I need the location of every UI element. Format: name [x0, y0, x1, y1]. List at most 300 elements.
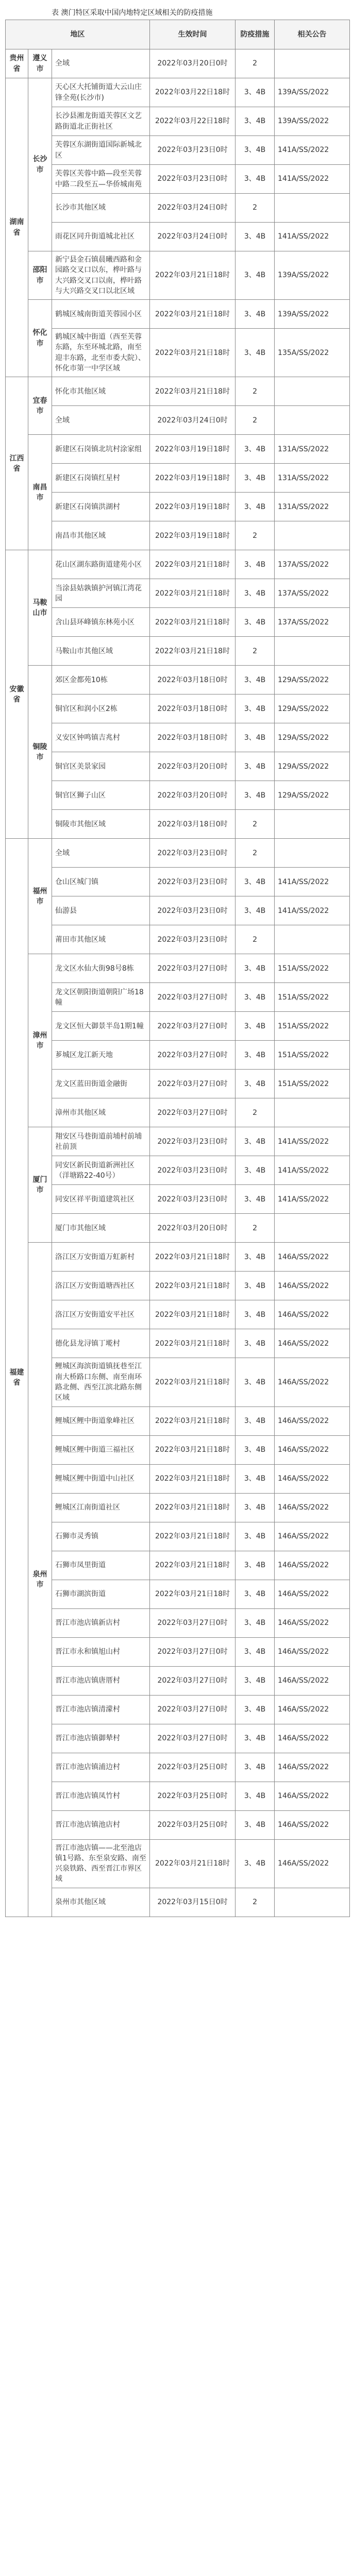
cell-announcement: 141A/SS/2022: [275, 165, 350, 194]
table-row: [6, 1435, 350, 1464]
table-row: [6, 1185, 350, 1214]
cell-city: 邵阳市: [28, 251, 52, 300]
cell-area: 晋江市池店镇新店村: [52, 1608, 150, 1637]
cell-date: 2022年03月27日0时: [150, 1041, 236, 1070]
cell-announcement: 141A/SS/2022: [275, 896, 350, 925]
cell-area: 鲤城区海滨街道镇抚巷至江南大桥路口东侧、南至南环路北侧、西至江滨北路东侧区域: [52, 1358, 150, 1406]
cell-measures: 3、4B: [236, 1493, 275, 1522]
cell-date: 2022年03月21日18时: [150, 1358, 236, 1406]
cell-area: 南昌市其他区域: [52, 521, 150, 550]
cell-area: 晋江市池店镇唐厝村: [52, 1666, 150, 1695]
cell-area: 新建区石岗镇洪湖村: [52, 493, 150, 521]
table-row: [6, 579, 350, 608]
cell-area: 全域: [52, 406, 150, 435]
cell-area: 马鞍山市其他区域: [52, 637, 150, 666]
cell-area: 新宁县金石镇晨曦西路和金园路交叉口以东，桦叶路与大兴路交叉口以南，桦叶路与大兴路交叉口以北区域: [52, 251, 150, 300]
cell-announcement: 137A/SS/2022: [275, 550, 350, 579]
table-row: [6, 925, 350, 954]
cell-measures: 3、4B: [236, 1522, 275, 1551]
cell-date: 2022年03月23日0时: [150, 868, 236, 896]
cell-date: 2022年03月22日18时: [150, 107, 236, 136]
cell-measures: 3、4B: [236, 608, 275, 637]
cell-area: 鹤城区城南街道芙蓉园小区: [52, 300, 150, 329]
cell-area: 芙蓉区芙蓉中路—段至芙蓉中路二段至五—华侨城南苑: [52, 165, 150, 194]
cell-measures: 3、4B: [236, 1185, 275, 1214]
cell-announcement: 146A/SS/2022: [275, 1695, 350, 1724]
cell-measures: 3、4B: [236, 1695, 275, 1724]
cell-date: 2022年03月19日18时: [150, 521, 236, 550]
cell-announcement: 146A/SS/2022: [275, 1272, 350, 1300]
cell-announcement: 146A/SS/2022: [275, 1329, 350, 1358]
table-row: [6, 1608, 350, 1637]
cell-area: 铜官区和润小区2栋: [52, 694, 150, 723]
cell-province: 湖南省: [6, 78, 28, 377]
table-row: [6, 752, 350, 781]
cell-announcement: 131A/SS/2022: [275, 493, 350, 521]
cell-date: 2022年03月27日0时: [150, 1637, 236, 1666]
cell-announcement: 146A/SS/2022: [275, 1810, 350, 1839]
cell-area: 晋江市池店镇浦边村: [52, 1753, 150, 1782]
cell-area: 晋江市池店镇池店村: [52, 1810, 150, 1839]
cell-announcement: 129A/SS/2022: [275, 723, 350, 752]
cell-area: 铜官区狮子山区: [52, 781, 150, 810]
cell-announcement: [275, 377, 350, 406]
cell-measures: 2: [236, 637, 275, 666]
cell-announcement: 146A/SS/2022: [275, 1782, 350, 1810]
cell-area: 晋江市池店镇凤竹村: [52, 1782, 150, 1810]
page-title: 表 澳门特区采取中国内地特定区域相关的防疫措施: [52, 9, 213, 17]
table-row: [6, 723, 350, 752]
cell-announcement: 131A/SS/2022: [275, 464, 350, 493]
cell-measures: 3、4B: [236, 723, 275, 752]
cell-city: 马鞍山市: [28, 550, 52, 666]
cell-province: 安徽省: [6, 550, 28, 839]
table-row: [6, 839, 350, 868]
cell-city: 宜春市: [28, 377, 52, 435]
cell-date: 2022年03月27日0时: [150, 1608, 236, 1637]
cell-area: 新建区石岗镇北坑村涂家组: [52, 435, 150, 464]
cell-area: 莆田市其他区域: [52, 925, 150, 954]
cell-area: 龙文区恒大御景半岛1期1幢: [52, 1012, 150, 1041]
cell-date: 2022年03月20日0时: [150, 49, 236, 78]
cell-date: 2022年03月22日18时: [150, 78, 236, 107]
cell-area: 石狮市灵秀镇: [52, 1522, 150, 1551]
table-row: [6, 1695, 350, 1724]
cell-date: 2022年03月24日0时: [150, 223, 236, 251]
cell-date: 2022年03月23日0时: [150, 1185, 236, 1214]
cell-measures: 3、4B: [236, 1127, 275, 1156]
table-row: [6, 608, 350, 637]
table-row: [6, 136, 350, 165]
cell-area: 厦门市其他区域: [52, 1214, 150, 1243]
cell-date: 2022年03月18日0时: [150, 694, 236, 723]
cell-measures: 3、4B: [236, 1243, 275, 1272]
cell-measures: 3、4B: [236, 136, 275, 165]
cell-area: 鲤城区鲤中街道三福社区: [52, 1435, 150, 1464]
table-row: [6, 1243, 350, 1272]
table-row: [6, 1070, 350, 1098]
table-row: [6, 464, 350, 493]
cell-measures: 3、4B: [236, 579, 275, 608]
cell-date: 2022年03月24日0时: [150, 406, 236, 435]
cell-measures: 3、4B: [236, 1272, 275, 1300]
cell-area: 全域: [52, 839, 150, 868]
cell-area: 郊区金都苑10栋: [52, 666, 150, 694]
table-header-row: [6, 20, 350, 49]
cell-area: 芙蓉区东湖街道国际新城北区: [52, 136, 150, 165]
cell-announcement: 146A/SS/2022: [275, 1358, 350, 1406]
cell-date: 2022年03月25日0时: [150, 1810, 236, 1839]
cell-area: 晋江市池店镇御辇村: [52, 1724, 150, 1753]
cell-announcement: 129A/SS/2022: [275, 666, 350, 694]
cell-measures: 3、4B: [236, 666, 275, 694]
table-row: [6, 896, 350, 925]
cell-area: 晋江市永和镇旭山村: [52, 1637, 150, 1666]
cell-area: 长沙市其他区域: [52, 194, 150, 223]
table-row: [6, 1493, 350, 1522]
cell-announcement: 146A/SS/2022: [275, 1724, 350, 1753]
table-row: [6, 1522, 350, 1551]
table-row: [6, 329, 350, 377]
cell-announcement: 137A/SS/2022: [275, 608, 350, 637]
cell-date: 2022年03月21日18时: [150, 1272, 236, 1300]
cell-area: 怀化市其他区域: [52, 377, 150, 406]
cell-area: 鹤城区城中街道（西至芙蓉东路，东至环城北路，南至迎丰东路，北至市委大院）、怀化市第一中学区域: [52, 329, 150, 377]
header-region: 地区: [6, 20, 150, 49]
table-row: [6, 983, 350, 1012]
cell-measures: 2: [236, 49, 275, 78]
cell-area: 全域: [52, 49, 150, 78]
cell-measures: 3、4B: [236, 165, 275, 194]
cell-area: 德化县龙浔镇丁墘村: [52, 1329, 150, 1358]
table-row: [6, 78, 350, 107]
cell-date: 2022年03月15日0时: [150, 1888, 236, 1917]
cell-date: 2022年03月18日0时: [150, 723, 236, 752]
cell-measures: 3、4B: [236, 1329, 275, 1358]
table-row: [6, 1839, 350, 1888]
cell-date: 2022年03月27日0时: [150, 983, 236, 1012]
cell-measures: 3、4B: [236, 954, 275, 983]
cell-date: 2022年03月21日18时: [150, 608, 236, 637]
cell-measures: 3、4B: [236, 781, 275, 810]
table-row: [6, 868, 350, 896]
table-row: [6, 223, 350, 251]
table-row: [6, 666, 350, 694]
cell-announcement: 146A/SS/2022: [275, 1753, 350, 1782]
cell-measures: 3、4B: [236, 223, 275, 251]
cell-announcement: 151A/SS/2022: [275, 954, 350, 983]
cell-date: 2022年03月23日0时: [150, 1127, 236, 1156]
cell-measures: 3、4B: [236, 550, 275, 579]
cell-announcement: [275, 839, 350, 868]
cell-city: 怀化市: [28, 300, 52, 377]
cell-date: 2022年03月27日0时: [150, 1070, 236, 1098]
cell-measures: 3、4B: [236, 1666, 275, 1695]
cell-area: 晋江市池店镇清濛村: [52, 1695, 150, 1724]
cell-date: 2022年03月23日0时: [150, 896, 236, 925]
cell-date: 2022年03月27日0时: [150, 1724, 236, 1753]
cell-measures: 2: [236, 810, 275, 839]
cell-date: 2022年03月24日0时: [150, 194, 236, 223]
cell-announcement: [275, 925, 350, 954]
cell-announcement: 146A/SS/2022: [275, 1300, 350, 1329]
cell-announcement: 146A/SS/2022: [275, 1551, 350, 1580]
table-row: [6, 1666, 350, 1695]
cell-measures: 3、4B: [236, 1041, 275, 1070]
cell-area: 花山区湖东路街道建苑小区: [52, 550, 150, 579]
cell-announcement: 141A/SS/2022: [275, 1127, 350, 1156]
cell-measures: 3、4B: [236, 78, 275, 107]
cell-announcement: 137A/SS/2022: [275, 579, 350, 608]
cell-announcement: [275, 810, 350, 839]
cell-measures: 3、4B: [236, 1637, 275, 1666]
cell-date: 2022年03月21日18时: [150, 579, 236, 608]
cell-date: 2022年03月23日0时: [150, 1156, 236, 1185]
cell-province: 贵州省: [6, 49, 28, 78]
cell-announcement: [275, 1214, 350, 1243]
cell-announcement: 146A/SS/2022: [275, 1522, 350, 1551]
table-row: [6, 1637, 350, 1666]
cell-area: 洛江区万安街道塘西社区: [52, 1272, 150, 1300]
cell-announcement: 141A/SS/2022: [275, 1185, 350, 1214]
cell-area: 铜官区美景家园: [52, 752, 150, 781]
cell-date: 2022年03月27日0时: [150, 1012, 236, 1041]
cell-announcement: 141A/SS/2022: [275, 868, 350, 896]
cell-announcement: 141A/SS/2022: [275, 223, 350, 251]
cell-announcement: [275, 49, 350, 78]
cell-area: 石狮市凤里街道: [52, 1551, 150, 1580]
cell-measures: 2: [236, 1214, 275, 1243]
measures-table: [5, 20, 350, 1917]
cell-measures: 3、4B: [236, 1435, 275, 1464]
cell-city: 南昌市: [28, 435, 52, 550]
cell-measures: 2: [236, 194, 275, 223]
cell-area: 天心区大托铺街道大云山庄锋全苑(长沙市): [52, 78, 150, 107]
table-row: [6, 1041, 350, 1070]
cell-area: 同安区新民街道新洲社区（洋塘路22-40号）: [52, 1156, 150, 1185]
cell-announcement: 141A/SS/2022: [275, 136, 350, 165]
cell-measures: 3、4B: [236, 1156, 275, 1185]
table-body: [6, 49, 350, 1917]
table-row: [6, 300, 350, 329]
cell-measures: 3、4B: [236, 251, 275, 300]
cell-date: 2022年03月25日0时: [150, 1782, 236, 1810]
cell-city: 泉州市: [28, 1243, 52, 1917]
cell-announcement: [275, 406, 350, 435]
cell-measures: 2: [236, 406, 275, 435]
cell-date: 2022年03月20日0时: [150, 781, 236, 810]
cell-date: 2022年03月19日18时: [150, 493, 236, 521]
table-row: [6, 406, 350, 435]
cell-measures: 3、4B: [236, 1464, 275, 1493]
cell-area: 芗城区龙江新天地: [52, 1041, 150, 1070]
cell-announcement: 129A/SS/2022: [275, 752, 350, 781]
table-row: [6, 1300, 350, 1329]
cell-date: 2022年03月23日0时: [150, 839, 236, 868]
cell-date: 2022年03月23日0时: [150, 925, 236, 954]
cell-measures: 3、4B: [236, 752, 275, 781]
cell-measures: 3、4B: [236, 1608, 275, 1637]
cell-date: 2022年03月20日0时: [150, 752, 236, 781]
cell-date: 2022年03月18日0时: [150, 810, 236, 839]
cell-announcement: 151A/SS/2022: [275, 1012, 350, 1041]
cell-measures: 2: [236, 839, 275, 868]
table-row: [6, 810, 350, 839]
table-row: [6, 1329, 350, 1358]
cell-announcement: 146A/SS/2022: [275, 1666, 350, 1695]
cell-measures: 2: [236, 1098, 275, 1127]
cell-city: 福州市: [28, 839, 52, 954]
cell-measures: 3、4B: [236, 1358, 275, 1406]
cell-date: 2022年03月21日18时: [150, 1300, 236, 1329]
cell-announcement: 146A/SS/2022: [275, 1839, 350, 1888]
cell-measures: 3、4B: [236, 107, 275, 136]
cell-date: 2022年03月19日18时: [150, 464, 236, 493]
cell-announcement: 139A/SS/2022: [275, 300, 350, 329]
cell-area: 龙文区水仙大街98号8栋: [52, 954, 150, 983]
table-row: [6, 1012, 350, 1041]
cell-measures: 2: [236, 521, 275, 550]
cell-area: 晋江市池店镇——北至池店镇1号路、东至泉安路、南至兴泉铁路、西至晋江市界区域: [52, 1839, 150, 1888]
cell-date: 2022年03月21日18时: [150, 637, 236, 666]
cell-measures: 3、4B: [236, 1753, 275, 1782]
cell-city: 漳州市: [28, 954, 52, 1127]
cell-announcement: 139A/SS/2022: [275, 78, 350, 107]
cell-measures: 3、4B: [236, 493, 275, 521]
cell-announcement: 146A/SS/2022: [275, 1493, 350, 1522]
table-row: [6, 1888, 350, 1917]
table-row: [6, 954, 350, 983]
table-row: [6, 435, 350, 464]
cell-area: 当涂县姑孰镇护河镇江湾花园: [52, 579, 150, 608]
table-row: [6, 1551, 350, 1580]
table-row: [6, 194, 350, 223]
cell-area: 鲤城区鲤中街道象峰社区: [52, 1406, 150, 1435]
cell-announcement: 146A/SS/2022: [275, 1608, 350, 1637]
cell-area: 鲤城区江南街道社区: [52, 1493, 150, 1522]
table-row: [6, 1810, 350, 1839]
cell-date: 2022年03月19日18时: [150, 435, 236, 464]
cell-date: 2022年03月21日18时: [150, 1493, 236, 1522]
cell-area: 义安区钟鸣镇吉兆村: [52, 723, 150, 752]
cell-area: 翔安区马巷街道前埔村前埔社前顶: [52, 1127, 150, 1156]
cell-measures: 3、4B: [236, 464, 275, 493]
cell-date: 2022年03月21日18时: [150, 377, 236, 406]
table-row: [6, 251, 350, 300]
cell-date: 2022年03月27日0时: [150, 954, 236, 983]
table-row: [6, 1098, 350, 1127]
cell-measures: 2: [236, 1888, 275, 1917]
cell-province: 江西省: [6, 377, 28, 550]
cell-measures: 3、4B: [236, 435, 275, 464]
cell-announcement: 146A/SS/2022: [275, 1580, 350, 1608]
cell-announcement: 146A/SS/2022: [275, 1435, 350, 1464]
cell-announcement: 139A/SS/2022: [275, 107, 350, 136]
cell-announcement: 146A/SS/2022: [275, 1243, 350, 1272]
table-row: [6, 1464, 350, 1493]
table-row: [6, 1214, 350, 1243]
cell-announcement: [275, 1888, 350, 1917]
cell-announcement: 131A/SS/2022: [275, 435, 350, 464]
cell-announcement: [275, 194, 350, 223]
table-row: [6, 1406, 350, 1435]
cell-measures: 3、4B: [236, 1580, 275, 1608]
table-row: [6, 1272, 350, 1300]
cell-measures: 3、4B: [236, 1012, 275, 1041]
cell-date: 2022年03月21日18时: [150, 550, 236, 579]
cell-announcement: 146A/SS/2022: [275, 1637, 350, 1666]
cell-measures: 3、4B: [236, 896, 275, 925]
cell-measures: 3、4B: [236, 329, 275, 377]
cell-measures: 3、4B: [236, 1300, 275, 1329]
cell-date: 2022年03月21日18时: [150, 329, 236, 377]
cell-date: 2022年03月20日0时: [150, 1214, 236, 1243]
table-row: [6, 1580, 350, 1608]
cell-date: 2022年03月27日0时: [150, 1695, 236, 1724]
table-row: [6, 1127, 350, 1156]
cell-city: 遵义市: [28, 49, 52, 78]
cell-measures: 3、4B: [236, 1724, 275, 1753]
table-row: [6, 1724, 350, 1753]
cell-area: 含山县环峰镇东林苑小区: [52, 608, 150, 637]
cell-area: 洛江区万安街道安平社区: [52, 1300, 150, 1329]
cell-measures: 3、4B: [236, 694, 275, 723]
header-announcement: 相关公告: [275, 20, 350, 49]
cell-area: 同安区祥平街道建筑社区: [52, 1185, 150, 1214]
cell-measures: 3、4B: [236, 1406, 275, 1435]
cell-measures: 2: [236, 925, 275, 954]
table-row: [6, 377, 350, 406]
cell-area: 洛江区万安街道万虹新村: [52, 1243, 150, 1272]
cell-measures: 3、4B: [236, 300, 275, 329]
cell-city: 长沙市: [28, 78, 52, 251]
cell-measures: 3、4B: [236, 1839, 275, 1888]
cell-measures: 3、4B: [236, 868, 275, 896]
cell-area: 仓山区城门镇: [52, 868, 150, 896]
cell-announcement: [275, 637, 350, 666]
cell-date: 2022年03月21日18时: [150, 300, 236, 329]
cell-date: 2022年03月27日0时: [150, 1666, 236, 1695]
table-row: [6, 49, 350, 78]
cell-city: 铜陵市: [28, 666, 52, 839]
cell-measures: 3、4B: [236, 1551, 275, 1580]
cell-announcement: 146A/SS/2022: [275, 1406, 350, 1435]
table-row: [6, 165, 350, 194]
cell-area: 龙文区朝阳街道朝阳广场18幢: [52, 983, 150, 1012]
cell-announcement: 151A/SS/2022: [275, 1041, 350, 1070]
cell-date: 2022年03月18日0时: [150, 666, 236, 694]
table-row: [6, 493, 350, 521]
cell-date: 2022年03月21日18时: [150, 1243, 236, 1272]
cell-date: 2022年03月21日18时: [150, 1464, 236, 1493]
cell-area: 长沙县湘龙街道芙蓉区文艺路街道北正街社区: [52, 107, 150, 136]
cell-date: 2022年03月21日18时: [150, 1329, 236, 1358]
cell-announcement: 146A/SS/2022: [275, 1464, 350, 1493]
header-measures: 防疫措施: [236, 20, 275, 49]
cell-date: 2022年03月25日0时: [150, 1753, 236, 1782]
cell-measures: 3、4B: [236, 983, 275, 1012]
table-row: [6, 550, 350, 579]
cell-announcement: 151A/SS/2022: [275, 983, 350, 1012]
table-row: [6, 1782, 350, 1810]
cell-measures: 3、4B: [236, 1782, 275, 1810]
cell-announcement: 129A/SS/2022: [275, 694, 350, 723]
cell-date: 2022年03月21日18时: [150, 1522, 236, 1551]
cell-date: 2022年03月21日18时: [150, 1580, 236, 1608]
table-row: [6, 1156, 350, 1185]
cell-date: 2022年03月21日18时: [150, 251, 236, 300]
cell-measures: 2: [236, 377, 275, 406]
